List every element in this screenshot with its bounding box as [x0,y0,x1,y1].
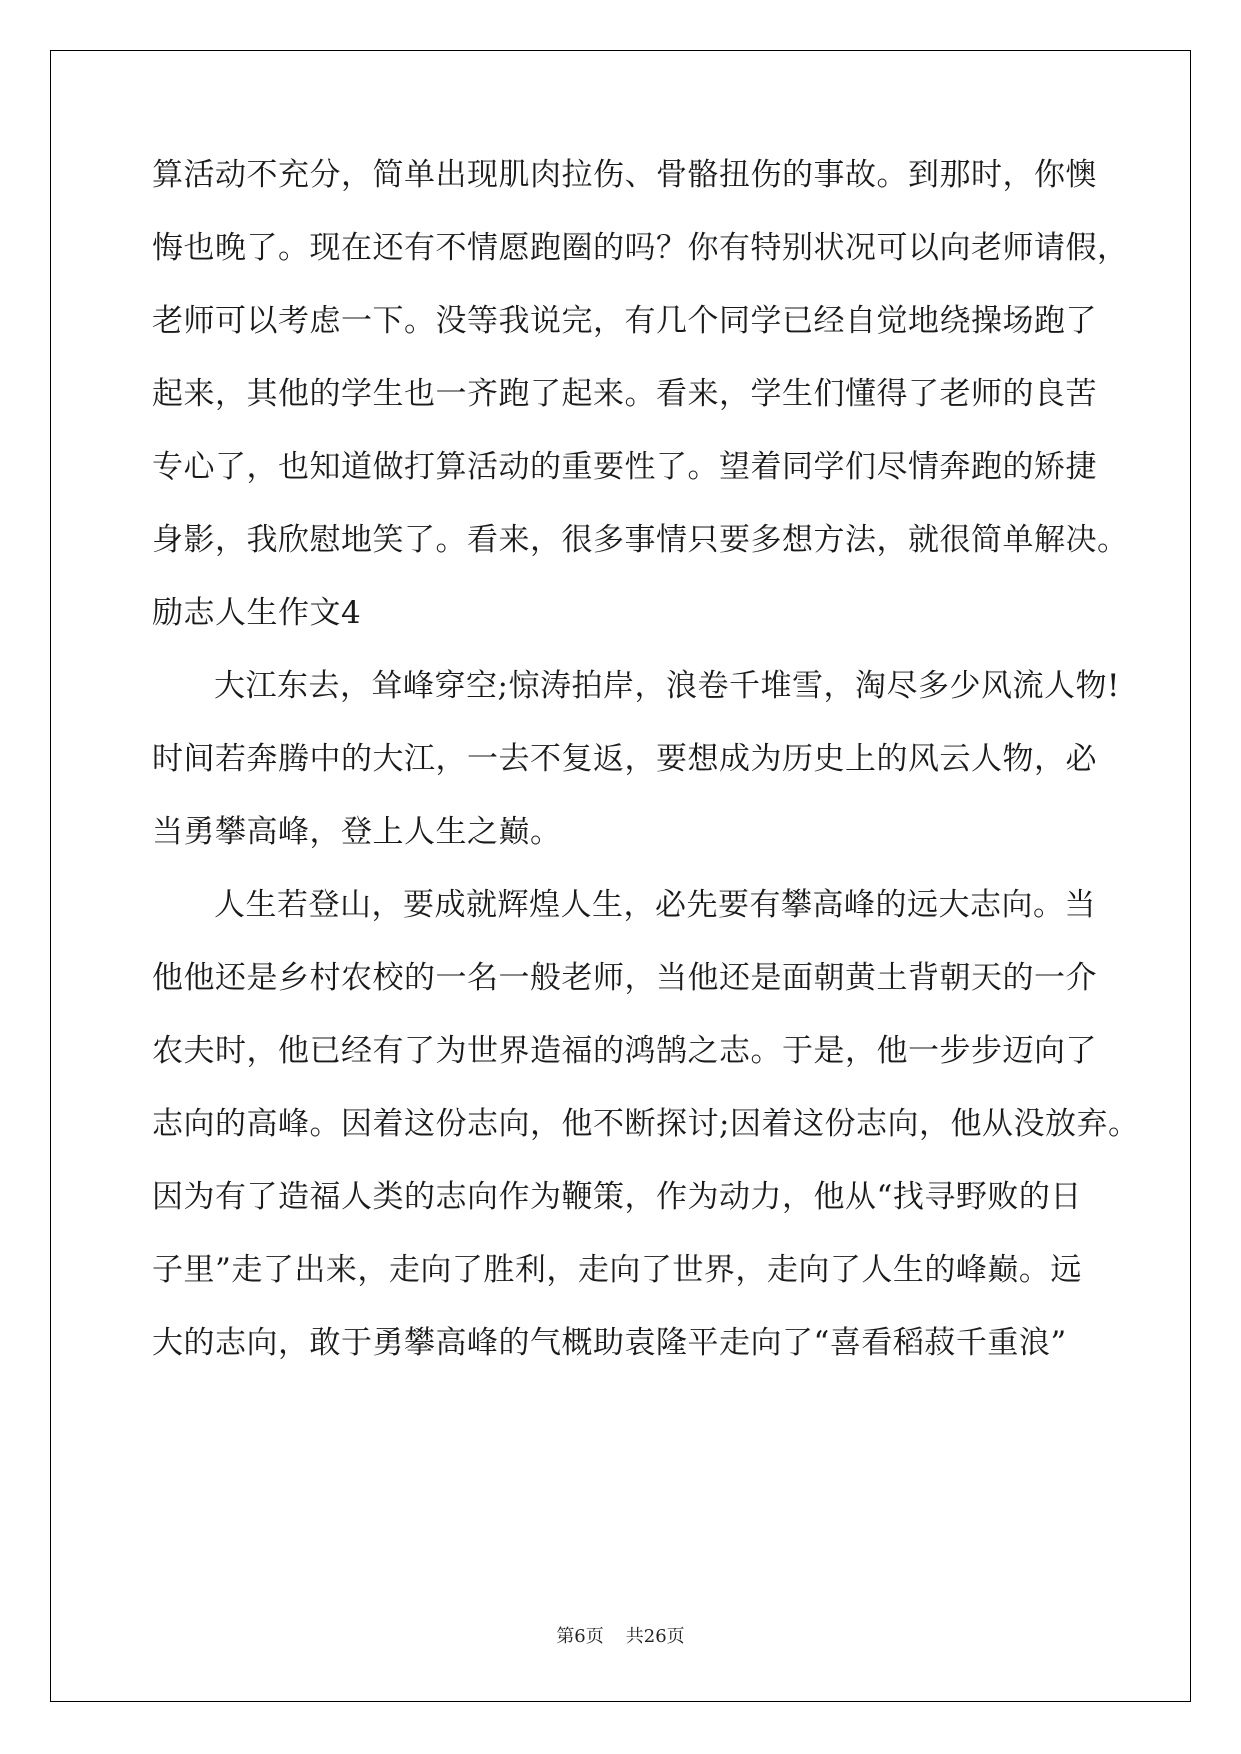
text-line: 子里”走了出来，走向了胜利，走向了世界，走向了人生的峰巅。远 [152,1252,1082,1288]
text-line: 因为有了造福人类的志向作为鞭策，作为动力，他从“找寻野败的日 [152,1179,1082,1215]
text-line: 起来，其他的学生也一齐跑了起来。看来，学生们懂得了老师的良苦 [152,376,1097,412]
section-title: 励志人生作文4 [152,595,362,631]
page-total: 共26页 [625,1626,685,1647]
text-line: 农夫时，他已经有了为世界造福的鸿鹄之志。于是，他一步步迈向了 [152,1033,1097,1069]
page-border [50,50,1191,1702]
text-line: 算活动不充分，简单出现肌肉拉伤、骨骼扭伤的事故。到那时，你懊 [152,157,1097,193]
text-line: 人生若登山，要成就辉煌人生，必先要有攀高峰的远大志向。当 [214,887,1096,923]
text-line: 他他还是乡村农校的一名一般老师，当他还是面朝黄土背朝天的一介 [152,960,1097,996]
page-footer [0,1625,1241,1649]
text-line: 悔也晚了。现在还有不情愿跑圈的吗？你有特别状况可以向老师请假， [152,230,1129,266]
text-line: 志向的高峰。因着这份志向，他不断探讨;因着这份志向，他从没放弃。 [152,1106,1140,1142]
text-line: 时间若奔腾中的大江，一去不复返，要想成为历史上的风云人物，必 [152,741,1097,777]
text-line: 大江东去，耸峰穿空;惊涛拍岸，浪卷千堆雪，淘尽多少风流人物! [214,668,1120,704]
text-line: 当勇攀高峰，登上人生之巅。 [152,814,562,850]
text-line: 专心了，也知道做打算活动的重要性了。望着同学们尽情奔跑的矫捷 [152,449,1097,485]
page-number: 第6页 [556,1626,604,1647]
text-line: 身影，我欣慰地笑了。看来，很多事情只要多想方法，就很简单解决。 [152,522,1129,558]
text-line: 老师可以考虑一下。没等我说完，有几个同学已经自觉地绕操场跑了 [152,303,1097,339]
text-line: 大的志向，敢于勇攀高峰的气概助袁隆平走向了“喜看稻菽千重浪” [152,1325,1067,1361]
